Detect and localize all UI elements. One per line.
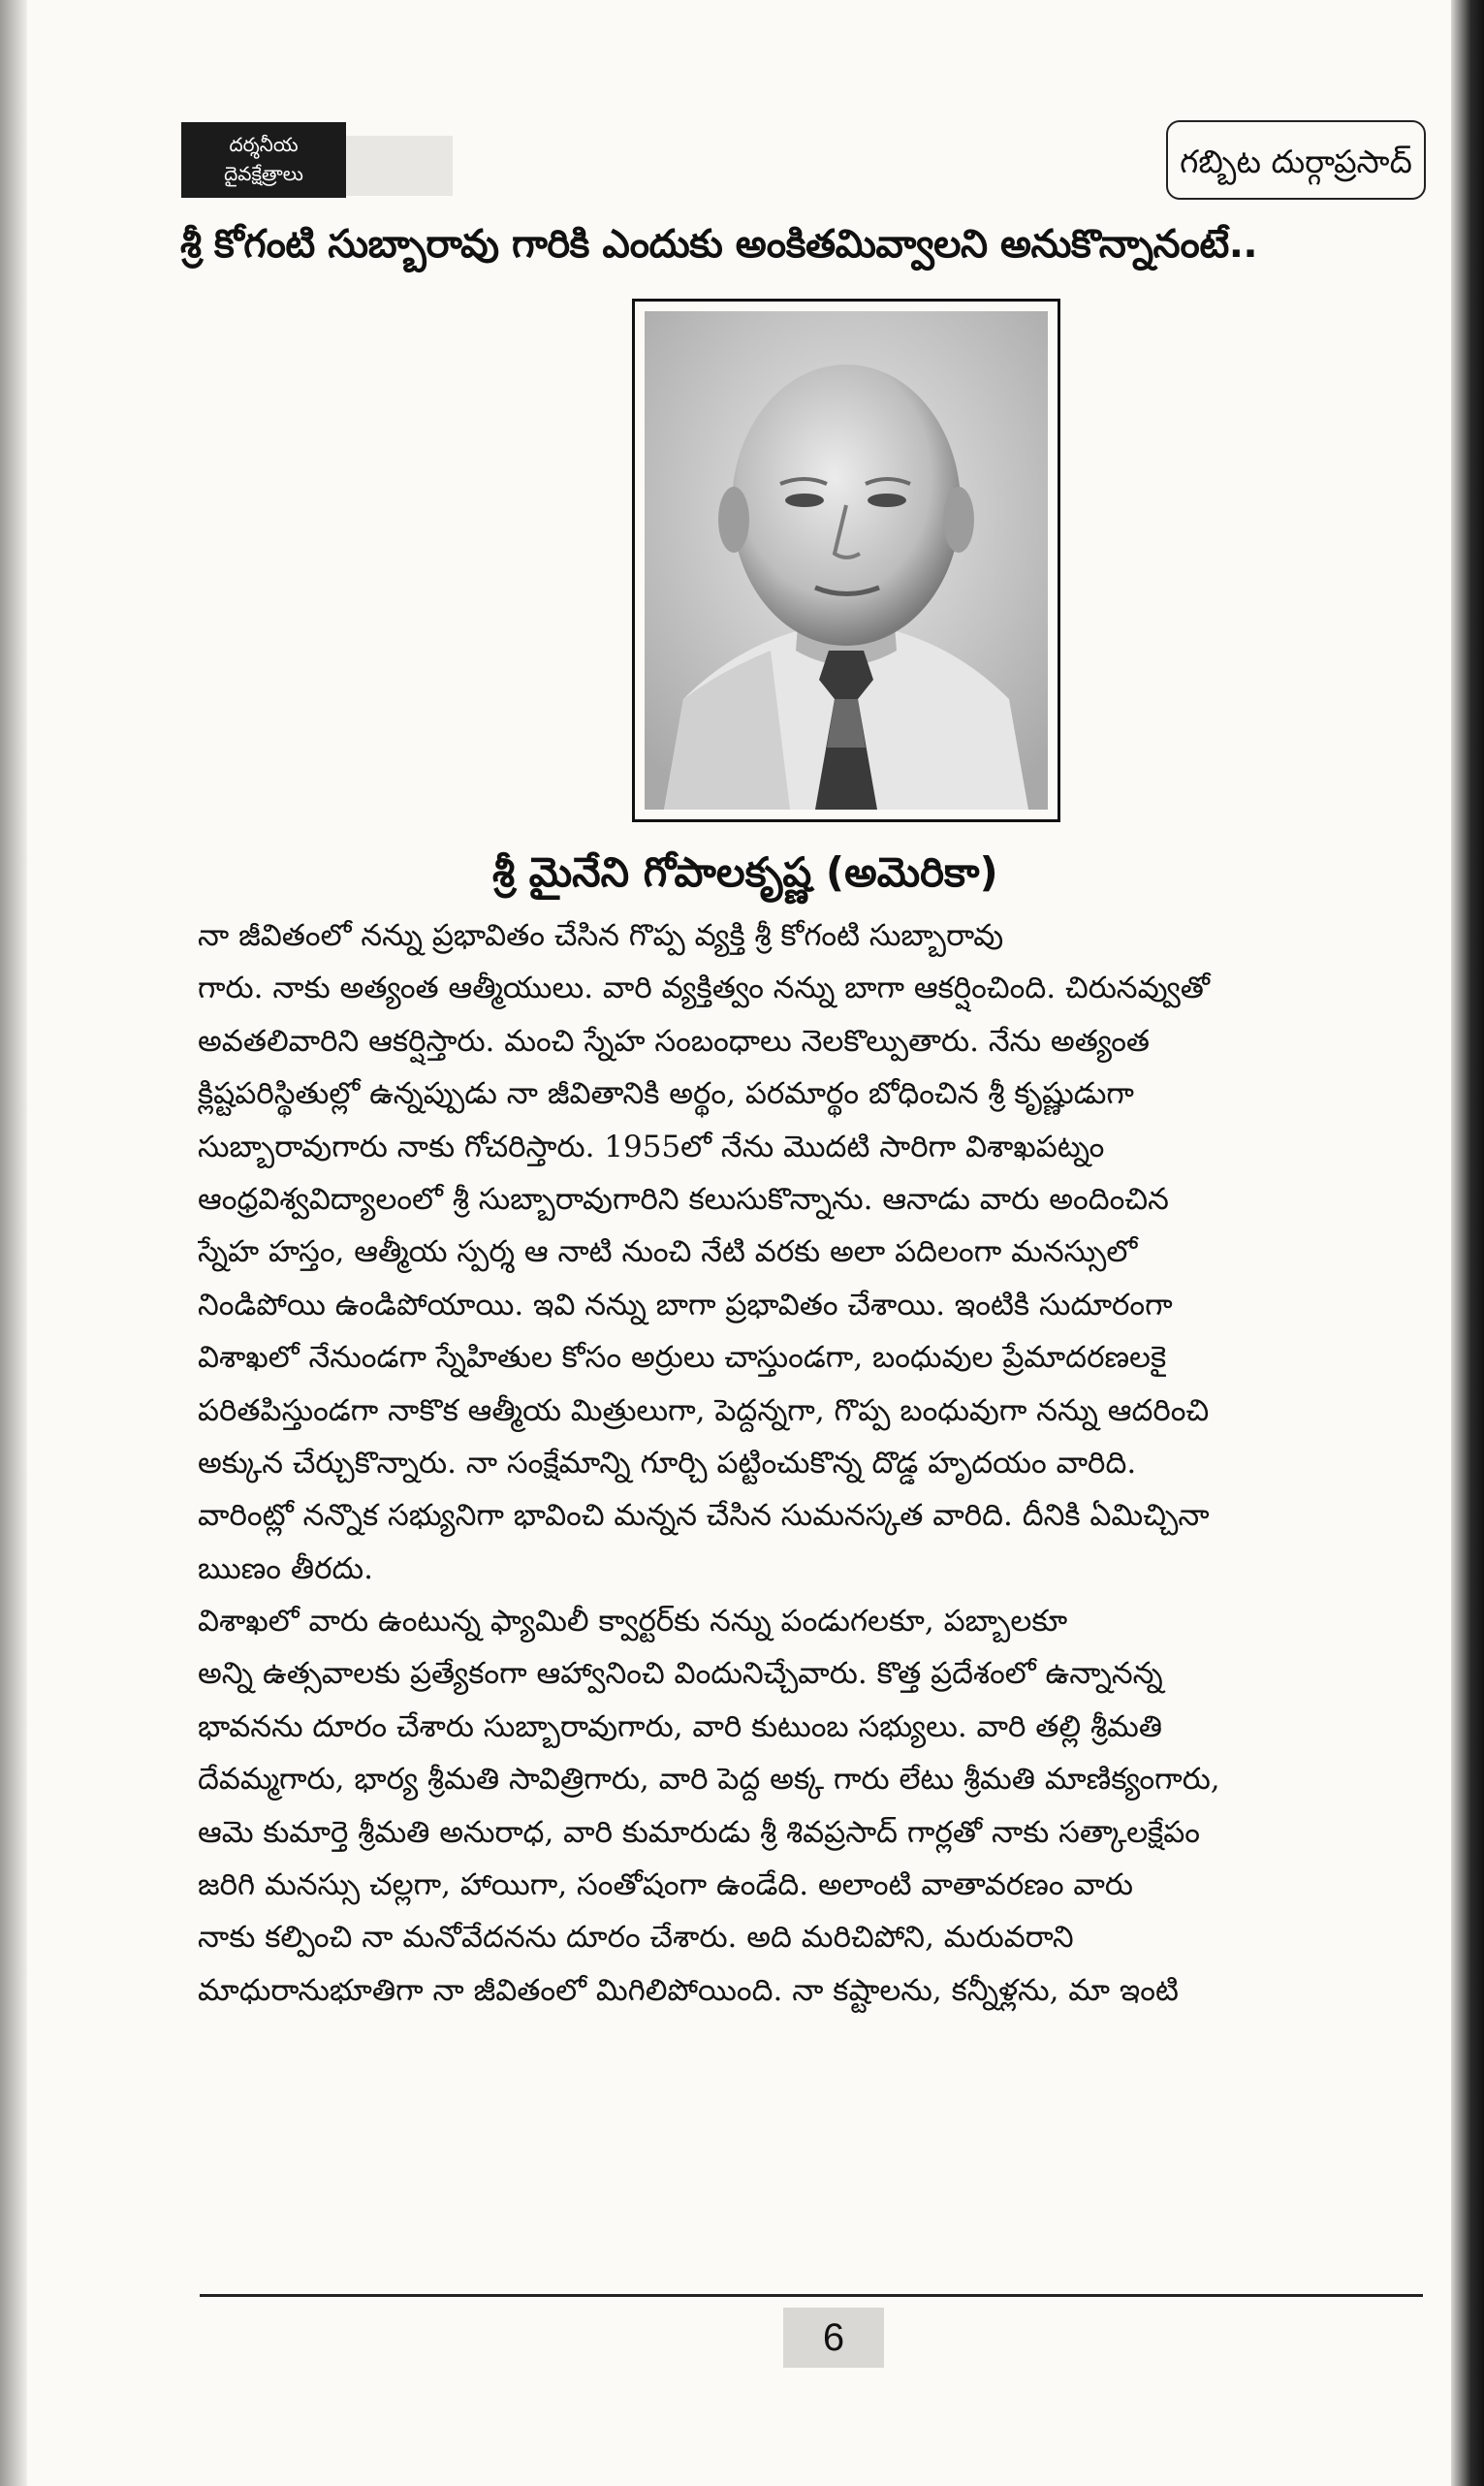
page-edge-shadow	[1451, 0, 1484, 2486]
section-label	[181, 122, 346, 198]
body-line: నాకు కల్పించి నా మనోవేదనను దూరం చేశారు. అది మరిచిపోని, మరువరాని	[198, 1920, 1074, 1956]
portrait-photo	[632, 299, 1060, 822]
body-line: ఋణం తీరదు.	[198, 1550, 373, 1586]
footer-rule	[200, 2294, 1423, 2297]
body-line: భావనను దూరం చేశారు సుబ్బారావుగారు, వారి కుటుంబ సభ్యులు. వారి తల్లి శ్రీమతి	[198, 1708, 1163, 1744]
article-body	[198, 909, 1421, 2335]
body-line: విశాఖలో వారు ఉంటున్న ఫ్యామిలీ క్వార్టర్‌కు నన్ను పండుగలకూ, పబ్బాలకూ	[198, 1604, 1068, 1640]
page-headline: శ్రీ కోగంటి సుబ్బారావు గారికి ఎందుకు అంకితమివ్వాలని అనుకొన్నానంటే..	[180, 222, 1258, 267]
section-label-line1: దర్శనీయ	[229, 133, 299, 156]
body-line: గారు. నాకు అత్యంత ఆత్మీయులు. వారి వ్యక్తిత్వం నన్ను బాగా ఆకర్షించింది. చిరునవ్వుతో	[198, 971, 1211, 1006]
body-line: జరిగి మనస్సు చల్లగా, హాయిగా, సంతోషంగా ఉండేది. అలాంటి వాతావరణం వారు	[198, 1867, 1134, 1903]
body-line: ఆంధ్రవిశ్వవిద్యాలంలో శ్రీ సుబ్బారావుగారిని కలుసుకొన్నాను. ఆనాడు వారు అందించిన	[198, 1181, 1169, 1217]
body-line: సుబ్బారావుగారు నాకు గోచరిస్తారు. 1955లో నేను మొదటి సారిగా విశాఖపట్నం	[198, 1129, 1105, 1164]
portrait-photo-icon	[645, 311, 1048, 810]
body-line: దేవమ్మగారు, భార్య శ్రీమతి సావిత్రిగారు, వారి పెద్ద అక్క గారు లేటు శ్రీమతి మాణిక్యంగారు,	[198, 1762, 1220, 1798]
body-line: ఆమె కుమార్తె శ్రీమతి అనురాధ, వారి కుమారుడు శ్రీ శివప్రసాద్ గార్లతో నాకు సత్కాలక్షేపం	[198, 1814, 1200, 1850]
header-decoration	[346, 136, 453, 196]
page-gutter-shadow	[0, 0, 27, 2486]
book-title-badge: గబ్బిట దుర్గాప్రసాద్	[1166, 120, 1426, 200]
body-line: మాధురానుభూతిగా నా జీవితంలో మిగిలిపోయింది. నా కష్టాలను, కన్నీళ్లను, మా ఇంటి	[198, 1972, 1179, 2008]
section-label-line2: దైవక్షేత్రాలు	[224, 162, 303, 185]
body-line: పరితపిస్తుండగా నాకొక ఆత్మీయ మిత్రులుగా, పెద్దన్నగా, గొప్ప బంధువుగా నన్ను ఆదరించి	[198, 1392, 1210, 1428]
body-line: అక్కున చేర్చుకొన్నారు. నా సంక్షేమాన్ని గూర్చి పట్టించుకొన్న దొడ్డ హృదయం వారిది.	[198, 1445, 1137, 1481]
photo-caption: శ్రీ మైనేని గోపాలకృష్ణ (అమెరికా)	[492, 848, 998, 896]
body-line: అన్ని ఉత్సవాలకు ప్రత్యేకంగా ఆహ్వానించి విందునిచ్చేవారు. కొత్త ప్రదేశంలో ఉన్నానన్న	[198, 1656, 1163, 1692]
body-line: విశాఖలో నేనుండగా స్నేహితుల కోసం అర్రులు చాస్తుండగా, బంధువుల ప్రేమాదరణలకై	[198, 1340, 1167, 1376]
body-line: క్లిష్టపరిస్థితుల్లో ఉన్నప్పుడు నా జీవితానికి అర్థం, పరమార్థం బోధించిన శ్రీ కృష్ణుడుగా	[198, 1076, 1134, 1112]
body-line: అవతలివారిని ఆకర్షిస్తారు. మంచి స్నేహ సంబంధాలు నెలకొల్పుతారు. నేను అత్యంత	[198, 1023, 1151, 1059]
body-line: వారింట్లో నన్నొక సభ్యునిగా భావించి మన్నన చేసిన సుమనస్కత వారిది. దీనికి ఏమిచ్చినా	[198, 1498, 1210, 1534]
body-line: స్నేహ హస్తం, ఆత్మీయ స్పర్శ ఆ నాటి నుంచి నేటి వరకు అలా పదిలంగా మనస్సులో	[198, 1234, 1138, 1270]
body-line: నిండిపోయి ఉండిపోయాయి. ఇవి నన్ను బాగా ప్రభావితం చేశాయి. ఇంటికి సుదూరంగా	[198, 1287, 1173, 1323]
body-line: నా జీవితంలో నన్ను ప్రభావితం చేసిన గొప్ప వ్యక్తి శ్రీ కోగంటి సుబ్బారావు	[198, 918, 1004, 953]
page-number: 6	[783, 2308, 884, 2368]
